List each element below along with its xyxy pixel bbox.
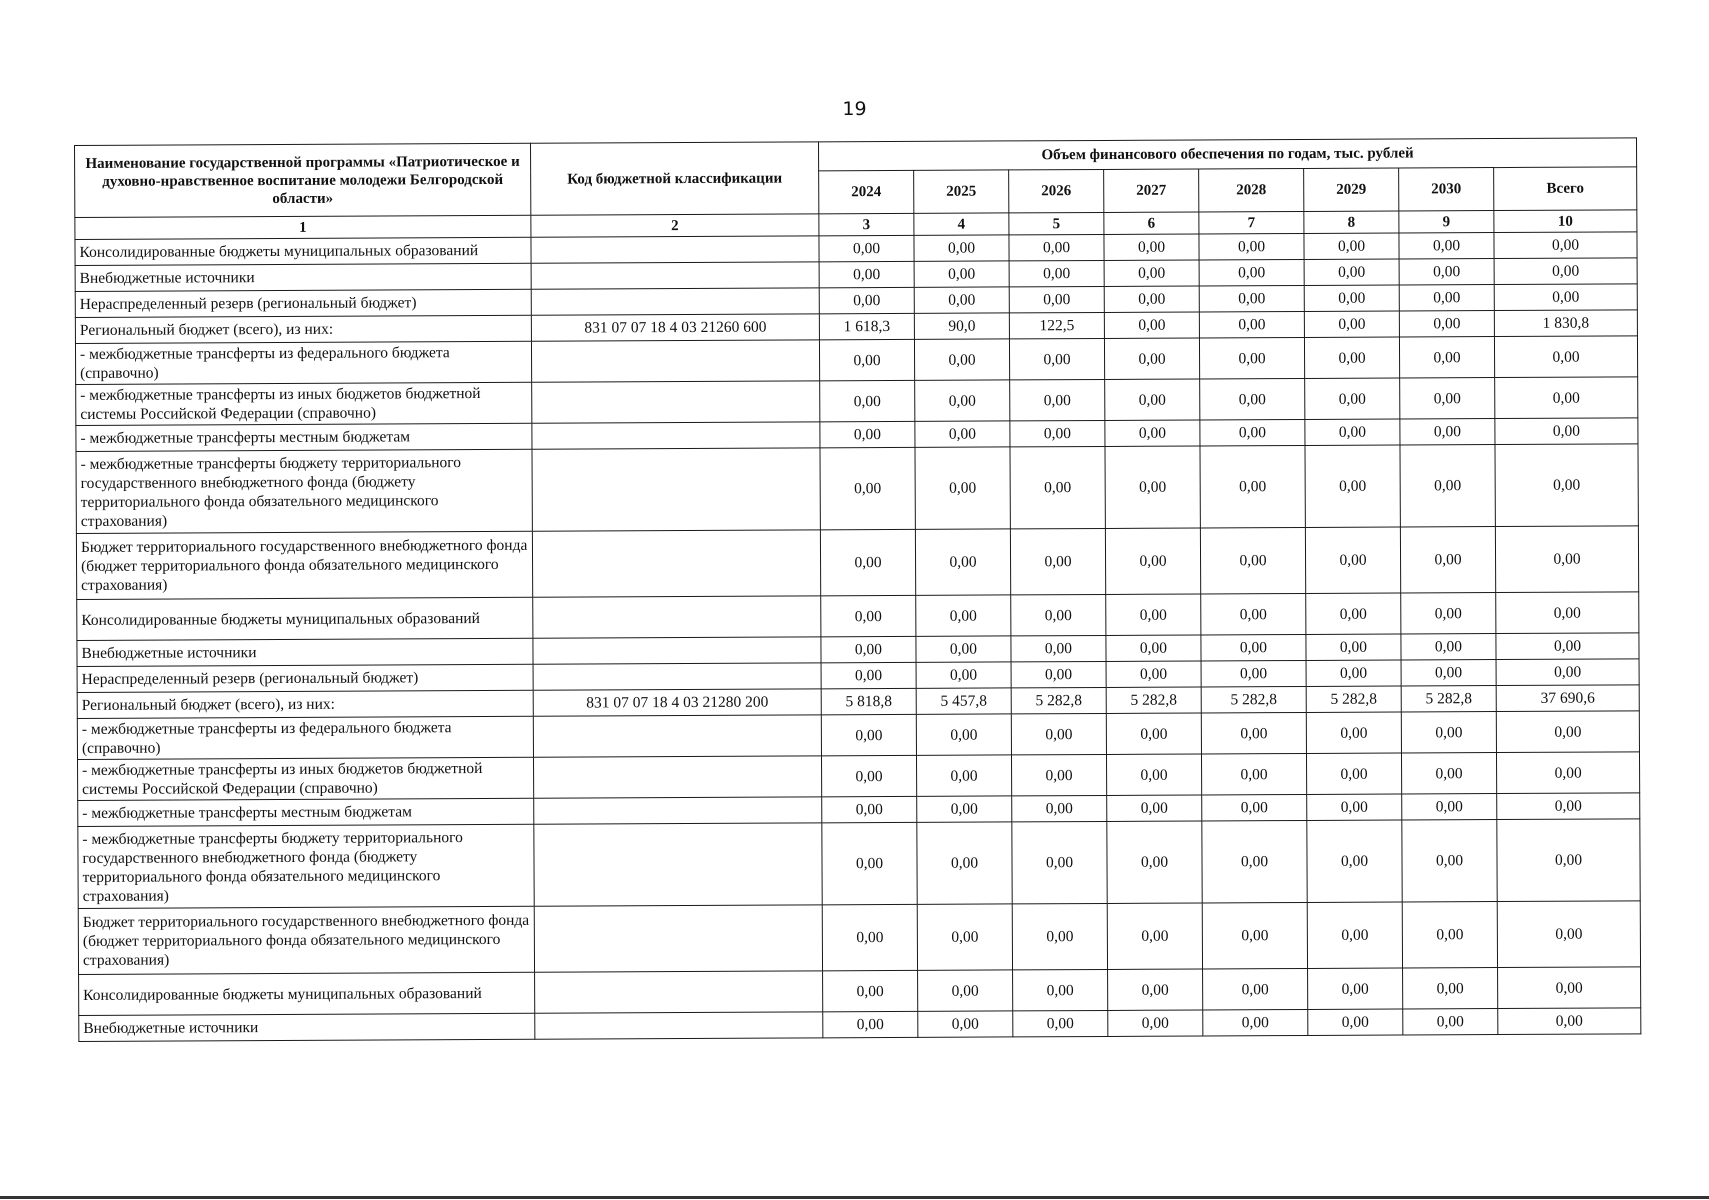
row-total-value: 1 830,8: [1494, 310, 1637, 337]
row-year-value: 0,00: [1400, 378, 1495, 419]
row-year-value: 0,00: [1009, 260, 1104, 286]
table-row: [78, 901, 1640, 975]
row-year-value: 0,00: [1199, 311, 1304, 338]
row-year-value: 0,00: [1201, 593, 1306, 635]
row-year-value: 0,00: [1308, 968, 1403, 1009]
row-year-value: 0,00: [1012, 821, 1107, 903]
row-year-value: 0,00: [1402, 820, 1497, 902]
row-year-value: 0,00: [1203, 1009, 1308, 1036]
row-budget-code: [535, 971, 823, 1013]
row-name: - межбюджетные трансферты из иных бюджетов бюджетной системы Российской Федерации (справочно): [78, 757, 534, 800]
year-header-2027: 2027: [1104, 169, 1199, 212]
row-year-value: 5 282,8: [1011, 687, 1106, 713]
row-total-value: 0,00: [1494, 232, 1637, 259]
row-year-value: 0,00: [1305, 445, 1400, 527]
row-year-value: 0,00: [1010, 379, 1105, 420]
budget-code-header: Код бюджетной классификации: [530, 142, 818, 215]
row-year-value: 0,00: [914, 261, 1009, 287]
row-budget-code: [532, 448, 820, 531]
row-year-value: 5 282,8: [1306, 686, 1401, 712]
row-year-value: 0,00: [820, 529, 915, 595]
row-total-value: 0,00: [1495, 418, 1638, 445]
row-name: - межбюджетные трансферты из федерального бюджета (справочно): [77, 716, 533, 759]
program-name-header: Наименование государственной программы «Патриотическое и духовно-нравственное воспитание молодежи Белгородской области»: [75, 143, 531, 217]
row-year-value: 0,00: [1399, 337, 1494, 378]
row-year-value: 0,00: [914, 235, 1009, 261]
row-year-value: 122,5: [1009, 312, 1104, 338]
row-budget-code: [531, 236, 819, 263]
year-header-2025: 2025: [914, 170, 1009, 213]
year-header-2024: 2024: [819, 170, 914, 213]
row-year-value: 5 282,8: [1401, 686, 1496, 712]
row-year-value: 5 818,8: [821, 688, 916, 714]
row-total-value: 0,00: [1496, 633, 1639, 660]
row-year-value: 0,00: [1201, 712, 1306, 754]
row-year-value: 0,00: [822, 796, 917, 822]
row-year-value: 0,00: [1010, 420, 1105, 446]
row-year-value: 0,00: [1106, 754, 1201, 795]
row-name: Внебюджетные источники: [79, 1013, 535, 1041]
row-year-value: 0,00: [1401, 712, 1496, 753]
row-year-value: 0,00: [916, 595, 1011, 636]
row-year-value: 0,00: [1105, 446, 1200, 528]
row-year-value: 0,00: [1202, 794, 1307, 821]
row-budget-code: [534, 797, 822, 824]
row-name: Консолидированные бюджеты муниципальных образований: [79, 972, 535, 1015]
row-year-value: 0,00: [1012, 795, 1107, 821]
row-budget-code: [531, 340, 819, 382]
row-year-value: 0,00: [1401, 660, 1496, 686]
year-header-2026: 2026: [1009, 169, 1104, 212]
table-row: [78, 819, 1640, 909]
row-year-value: 0,00: [1011, 713, 1106, 754]
row-year-value: 0,00: [916, 662, 1011, 688]
row-year-value: 0,00: [1106, 661, 1201, 687]
row-name: Нераспределенный резерв (региональный бюджет): [75, 289, 531, 317]
row-name: - межбюджетные трансферты из федерального бюджета (справочно): [75, 341, 531, 384]
row-year-value: 0,00: [1011, 754, 1106, 795]
row-year-value: 0,00: [1104, 338, 1199, 379]
row-year-value: 0,00: [1013, 1010, 1108, 1036]
row-year-value: 0,00: [1305, 527, 1400, 593]
funding-volume-header: Объем финансового обеспечения по годам, тыс. рублей: [818, 138, 1636, 171]
row-year-value: 0,00: [821, 755, 916, 796]
column-number: 1: [75, 215, 531, 239]
total-header: Всего: [1494, 167, 1637, 211]
row-budget-code: [532, 381, 820, 423]
row-year-value: 0,00: [822, 822, 917, 904]
row-budget-code: [533, 756, 821, 798]
table-row: [76, 526, 1638, 600]
row-year-value: 0,00: [1400, 527, 1495, 593]
row-year-value: 0,00: [1304, 337, 1399, 378]
row-year-value: 0,00: [917, 904, 1012, 970]
row-year-value: 0,00: [1200, 419, 1305, 446]
row-name: Региональный бюджет (всего), из них:: [77, 690, 533, 718]
row-year-value: 0,00: [1304, 311, 1399, 337]
row-year-value: 0,00: [1009, 234, 1104, 260]
row-year-value: 0,00: [1011, 635, 1106, 661]
row-year-value: 0,00: [819, 339, 914, 380]
row-year-value: 0,00: [1009, 286, 1104, 312]
row-budget-code: [533, 715, 821, 757]
table-row: [76, 444, 1638, 534]
row-budget-code: [531, 288, 819, 315]
column-number: 5: [1009, 212, 1104, 234]
row-budget-code: [534, 823, 822, 906]
row-year-value: 0,00: [1106, 594, 1201, 635]
row-budget-code: [535, 1012, 823, 1039]
row-year-value: 0,00: [1307, 820, 1402, 902]
column-number: 4: [914, 213, 1009, 235]
row-year-value: 0,00: [1304, 233, 1399, 259]
row-name: - межбюджетные трансферты местным бюджетам: [76, 423, 532, 451]
row-year-value: 0,00: [1306, 712, 1401, 753]
row-total-value: 0,00: [1498, 1008, 1641, 1035]
row-total-value: 0,00: [1494, 258, 1637, 285]
row-year-value: 0,00: [1011, 661, 1106, 687]
row-year-value: 5 282,8: [1201, 686, 1306, 713]
row-year-value: 0,00: [1401, 593, 1496, 634]
row-name: - межбюджетные трансферты из иных бюджетов бюджетной системы Российской Федерации (справочно): [76, 382, 532, 425]
row-total-value: 0,00: [1494, 336, 1637, 378]
row-year-value: 0,00: [916, 714, 1011, 755]
row-year-value: 0,00: [1307, 902, 1402, 968]
financing-table-sheet: [74, 137, 1640, 1042]
row-year-value: 0,00: [1402, 902, 1497, 968]
row-year-value: 0,00: [820, 447, 915, 529]
row-year-value: 0,00: [1199, 233, 1304, 260]
row-year-value: 0,00: [820, 380, 915, 421]
row-year-value: 0,00: [1104, 312, 1199, 338]
row-budget-code: 831 07 07 18 4 03 21260 600: [531, 314, 819, 341]
table-body: [75, 232, 1641, 1042]
row-year-value: 0,00: [1010, 528, 1105, 594]
row-year-value: 0,00: [1104, 234, 1199, 260]
column-number: 9: [1399, 211, 1494, 233]
row-name: - межбюджетные трансферты бюджету территориального государственного внебюджетного фонда (бюджету территориального фонда обязательного медицинского страхования): [76, 449, 532, 533]
row-year-value: 0,00: [1107, 821, 1202, 903]
row-year-value: 0,00: [1305, 378, 1400, 419]
page-number: 19: [842, 98, 867, 120]
row-year-value: 0,00: [1201, 660, 1306, 687]
row-budget-code: [533, 596, 821, 638]
row-year-value: 0,00: [821, 714, 916, 755]
row-name: - межбюджетные трансферты бюджету территориального государственного внебюджетного фонда (бюджету территориального фонда обязательного медицинского страхования): [78, 824, 534, 908]
row-year-value: 0,00: [1400, 445, 1495, 527]
row-total-value: 37 690,6: [1496, 685, 1639, 712]
year-header-2029: 2029: [1304, 168, 1399, 211]
row-name: Бюджет территориального государственного внебюджетного фонда (бюджет территориального фонда обязательного медицинского страхования): [78, 906, 534, 974]
row-year-value: 0,00: [1200, 527, 1305, 594]
row-year-value: 0,00: [915, 380, 1010, 421]
row-total-value: 0,00: [1496, 659, 1639, 686]
row-year-value: 0,00: [1201, 753, 1306, 795]
row-year-value: 0,00: [1107, 903, 1202, 969]
row-budget-code: [532, 530, 820, 597]
row-year-value: 0,00: [1306, 593, 1401, 634]
row-year-value: 0,00: [1199, 337, 1304, 379]
row-total-value: 0,00: [1495, 444, 1638, 527]
column-number: 6: [1104, 212, 1199, 234]
row-year-value: 0,00: [918, 970, 1013, 1011]
row-year-value: 0,00: [916, 636, 1011, 662]
row-year-value: 0,00: [823, 1011, 918, 1037]
row-year-value: 0,00: [1401, 753, 1496, 794]
row-year-value: 0,00: [1308, 1009, 1403, 1035]
row-budget-code: [531, 262, 819, 289]
row-year-value: 0,00: [1202, 902, 1307, 969]
row-year-value: 0,00: [1105, 420, 1200, 446]
row-year-value: 0,00: [915, 421, 1010, 447]
row-year-value: 0,00: [1400, 419, 1495, 445]
row-year-value: 0,00: [1106, 713, 1201, 754]
row-year-value: 0,00: [1011, 594, 1106, 635]
row-year-value: 0,00: [821, 662, 916, 688]
row-year-value: 0,00: [1104, 286, 1199, 312]
row-year-value: 0,00: [1203, 968, 1308, 1010]
row-name: Бюджет территориального государственного внебюджетного фонда (бюджет территориального фонда обязательного медицинского страхования): [76, 531, 532, 599]
row-budget-code: [532, 422, 820, 449]
row-total-value: 0,00: [1497, 901, 1640, 968]
row-name: Консолидированные бюджеты муниципальных образований: [77, 597, 533, 640]
row-budget-code: 831 07 07 18 4 03 21280 200: [533, 689, 821, 716]
row-year-value: 0,00: [1106, 635, 1201, 661]
row-year-value: 5 457,8: [916, 688, 1011, 714]
row-total-value: 0,00: [1496, 752, 1639, 794]
row-year-value: 0,00: [1304, 259, 1399, 285]
row-year-value: 0,00: [1107, 795, 1202, 821]
row-name: Нераспределенный резерв (региональный бюджет): [77, 664, 533, 692]
row-year-value: 0,00: [819, 261, 914, 287]
row-year-value: 5 282,8: [1106, 687, 1201, 713]
row-year-value: 0,00: [820, 421, 915, 447]
column-number: 3: [819, 213, 914, 235]
row-year-value: 0,00: [1401, 634, 1496, 660]
row-year-value: 0,00: [915, 529, 1010, 595]
row-year-value: 0,00: [1403, 968, 1498, 1009]
row-total-value: 0,00: [1496, 592, 1639, 634]
row-year-value: 0,00: [1402, 794, 1497, 820]
column-number: 10: [1494, 210, 1637, 233]
row-year-value: 0,00: [1012, 903, 1107, 969]
year-header-2028: 2028: [1199, 168, 1304, 212]
row-year-value: 0,00: [819, 235, 914, 261]
row-year-value: 0,00: [1307, 794, 1402, 820]
row-year-value: 0,00: [1399, 233, 1494, 259]
column-number: 7: [1199, 211, 1304, 234]
row-name: Внебюджетные источники: [77, 638, 533, 666]
row-year-value: 0,00: [1306, 753, 1401, 794]
column-number: 2: [531, 214, 819, 237]
row-year-value: 0,00: [1202, 820, 1307, 903]
row-name: - межбюджетные трансферты местным бюджетам: [78, 798, 534, 826]
row-year-value: 0,00: [1399, 259, 1494, 285]
row-year-value: 0,00: [1200, 378, 1305, 420]
row-year-value: 0,00: [1403, 1009, 1498, 1035]
row-year-value: 0,00: [1200, 445, 1305, 528]
row-year-value: 0,00: [918, 1011, 1013, 1037]
row-year-value: 0,00: [1108, 969, 1203, 1010]
financing-table: [74, 137, 1641, 1042]
row-year-value: 0,00: [1199, 259, 1304, 286]
row-total-value: 0,00: [1494, 284, 1637, 311]
row-year-value: 0,00: [1105, 379, 1200, 420]
row-year-value: 90,0: [914, 313, 1009, 339]
row-year-value: 0,00: [1305, 419, 1400, 445]
row-total-value: 0,00: [1495, 377, 1638, 419]
row-total-value: 0,00: [1498, 967, 1641, 1009]
row-year-value: 0,00: [1304, 285, 1399, 311]
row-year-value: 0,00: [915, 447, 1010, 529]
row-year-value: 0,00: [821, 636, 916, 662]
row-total-value: 0,00: [1495, 526, 1638, 593]
row-year-value: 0,00: [1105, 528, 1200, 594]
row-budget-code: [533, 663, 821, 690]
row-year-value: 0,00: [1009, 338, 1104, 379]
row-year-value: 0,00: [823, 970, 918, 1011]
row-year-value: 0,00: [1306, 660, 1401, 686]
year-header-2030: 2030: [1399, 168, 1494, 211]
row-total-value: 0,00: [1496, 711, 1639, 753]
row-year-value: 0,00: [914, 339, 1009, 380]
row-total-value: 0,00: [1497, 793, 1640, 820]
row-budget-code: [534, 905, 822, 972]
row-year-value: 0,00: [917, 822, 1012, 904]
row-year-value: 0,00: [917, 796, 1012, 822]
row-year-value: 0,00: [822, 904, 917, 970]
row-year-value: 0,00: [1306, 634, 1401, 660]
row-year-value: 0,00: [821, 595, 916, 636]
column-number: 8: [1304, 211, 1399, 233]
row-year-value: 0,00: [1013, 969, 1108, 1010]
row-year-value: 1 618,3: [819, 313, 914, 339]
row-name: Консолидированные бюджеты муниципальных образований: [75, 237, 531, 265]
row-year-value: 0,00: [1399, 311, 1494, 337]
row-total-value: 0,00: [1497, 819, 1640, 902]
row-year-value: 0,00: [1201, 634, 1306, 661]
row-year-value: 0,00: [1104, 260, 1199, 286]
row-year-value: 0,00: [914, 287, 1009, 313]
row-year-value: 0,00: [1399, 285, 1494, 311]
row-year-value: 0,00: [1108, 1010, 1203, 1036]
row-budget-code: [533, 637, 821, 664]
row-name: Внебюджетные источники: [75, 263, 531, 291]
row-year-value: 0,00: [916, 755, 1011, 796]
scan-bottom-edge: [0, 1196, 1709, 1199]
row-name: Региональный бюджет (всего), из них:: [75, 315, 531, 343]
row-year-value: 0,00: [1199, 285, 1304, 312]
row-year-value: 0,00: [819, 287, 914, 313]
row-year-value: 0,00: [1010, 446, 1105, 528]
